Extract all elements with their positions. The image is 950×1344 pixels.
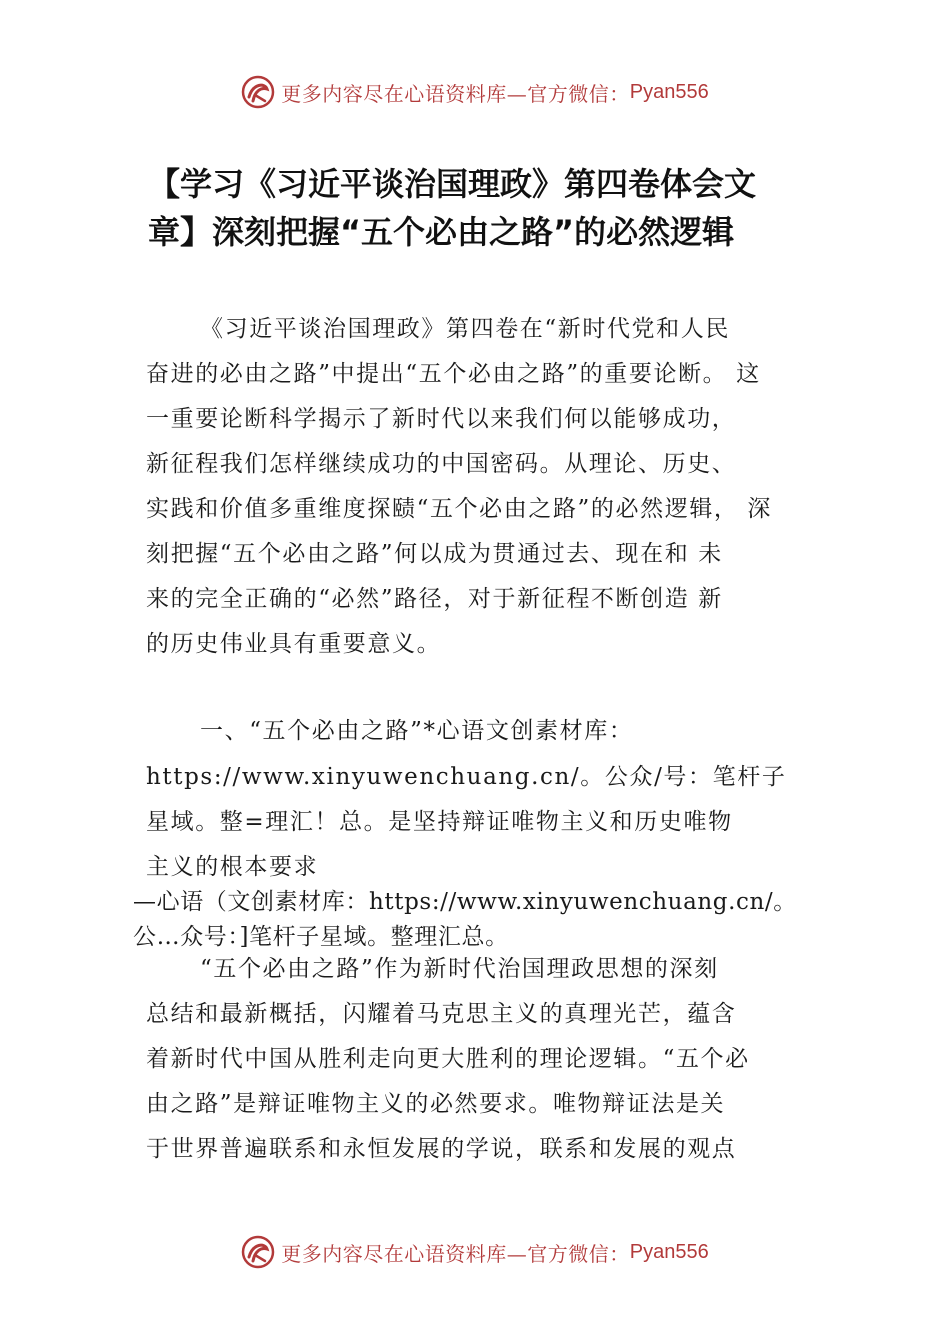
red-swirl-logo-icon bbox=[241, 1235, 275, 1269]
intro-line: 实践和价值多重维度探赜“五个必由之路”的必然逻辑， 深 bbox=[146, 496, 773, 522]
heading-line: 星域。整=理汇！总。是坚持辩证唯物主义和历史唯物 bbox=[146, 809, 733, 835]
header-banner bbox=[0, 72, 950, 112]
intro-line: 一重要论断科学揭示了新时代以来我们何以能够成功， bbox=[146, 406, 737, 432]
note-line: —心语（文创素材库：https://www.xinyuwenchuang.cn/。 bbox=[133, 889, 797, 915]
heading-line: 主义的根本要求 bbox=[146, 854, 319, 880]
banner-contact: Pyan556 bbox=[629, 80, 709, 103]
title-line-1: 【学习《习近平谈治国理政》第四卷体会文 bbox=[148, 165, 757, 203]
intro-line: 的历史伟业具有重要意义。 bbox=[146, 631, 442, 657]
para-line: “五个必由之路”作为新时代治国理政思想的深刻 bbox=[200, 956, 719, 982]
intro-line: 奋进的必由之路”中提出“五个必由之路”的重要论断。 这 bbox=[146, 361, 761, 387]
para-line: 于世界普遍联系和永恒发展的学说，联系和发展的观点 bbox=[146, 1136, 737, 1162]
heading-line: https://www.xinyuwenchuang.cn/。公众/号：笔杆子 bbox=[146, 764, 787, 790]
heading-line: 一、“五个必由之路”*心语文创素材库： bbox=[200, 718, 634, 744]
banner-text: 更多内容尽在心语资料库—官方微信： bbox=[281, 81, 630, 106]
intro-line: 《习近平谈治国理政》第四卷在“新时代党和人民 bbox=[200, 316, 730, 342]
para-line: 着新时代中国从胜利走向更大胜利的理论逻辑。“五个必 bbox=[146, 1046, 750, 1072]
intro-line: 新征程我们怎样继续成功的中国密码。从理论、历史、 bbox=[146, 451, 737, 477]
document-title bbox=[148, 160, 828, 256]
para-line: 总结和最新概括，闪耀着马克思主义的真理光芒，蕴含 bbox=[146, 1001, 737, 1027]
banner-text: 更多内容尽在心语资料库—官方微信： bbox=[281, 1241, 630, 1266]
intro-line: 刻把握“五个必由之路”何以成为贯通过去、现在和 未 bbox=[146, 541, 723, 567]
footer-banner bbox=[0, 1232, 950, 1272]
intro-line: 来的完全正确的“必然”路径，对于新征程不断创造 新 bbox=[146, 586, 723, 612]
red-swirl-logo-icon bbox=[241, 75, 275, 109]
title-line-2: 章】深刻把握“五个必由之路”的必然逻辑 bbox=[148, 213, 735, 251]
para-line: 由之路”是辩证唯物主义的必然要求。唯物辩证法是关 bbox=[146, 1091, 726, 1117]
note-line: 公…众号：]笔杆子星域。整理汇总。 bbox=[133, 924, 509, 950]
banner-contact: Pyan556 bbox=[629, 1240, 709, 1263]
